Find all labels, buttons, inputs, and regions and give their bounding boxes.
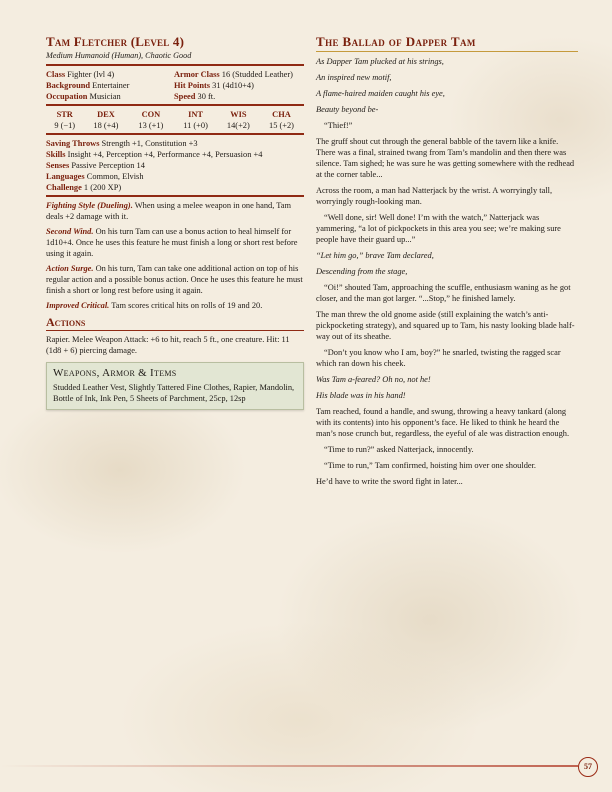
ability-value: 11 (+0) [183,121,208,130]
prose-paragraph: Tam reached, found a handle, and swung, throwing a heavy tankard (along with its contents) into his opponent’s face. He liked to think he heard the man’s nose crunch but, regardless, the eyeful of ale was distraction enough. [316,407,570,438]
divider [46,133,304,135]
verse-line: An inspired new motif, [316,73,392,82]
prose-paragraph: “Time to run?” asked Natterjack, innocently. [324,445,474,454]
prop-speed: Speed 30 ft. [174,92,216,101]
ability-value: 14(+2) [226,121,250,130]
actions-heading: Actions [46,315,304,331]
ability-value: 13 (+1) [138,121,164,130]
ability-value: 15 (+2) [269,121,294,130]
prose-paragraph: He’d have to write the sword fight in later... [316,477,463,486]
detail-skills: Skills Insight +4, Perception +4, Performance +4, Persuasion +4 [46,150,263,159]
prose-paragraph: The gruff shout cut through the general babble of the tavern like a knife. There was a final, strained twang from Tam’s mandolin and then there was silence. Tam sighed; he was sure he was getting somewhere with the redhead at the corner table... [316,137,575,179]
ability-value: 9 (−1) [54,121,76,130]
prose-paragraph: “Don’t you know who I am, boy?” he snarled, twisting the ragged scar which ran down his cheek. [316,348,561,368]
ability-header: DEX [97,110,115,119]
detail-challenge: Challenge 1 (200 XP) [46,183,122,192]
verse-line: His blade was in his hand! [316,391,406,400]
ability-header: INT [188,110,204,119]
ability-values [46,120,304,131]
verse-line: Beauty beyond be- [316,105,379,114]
ability-header: STR [56,110,73,119]
trait-second-wind: Second Wind. On his turn Tam can use a bonus action to heal himself for 1d10+4. Once he uses this feature he must finish a long or short rest before using it again. [46,227,298,258]
gear-list: Studded Leather Vest, Slightly Tattered Fine Clothes, Rapier, Mandolin, Bottle of Ink, Ink Pen, 5 Sheets of Parchment, 25cp, 12sp [53,383,295,403]
divider [46,104,304,106]
prose-paragraph: “Well done, sir! Well done! I’m with the watch,” Natterjack was yammering, “a lot of pickpockets in this area you see; we’re making sure people have their guard up...” [316,213,561,244]
trait-improved-critical: Improved Critical. Tam scores critical hits on rolls of 19 and 20. [46,301,263,310]
character-name: Tam Fletcher (Level 4) [46,34,185,49]
prop-background: Background Entertainer [46,81,130,90]
detail-saving-throws: Saving Throws Strength +1, Constitution +3 [46,139,198,148]
prose-paragraph: “Oi!” shouted Tam, approaching the scuffle, enthusiasm waning as he got closer, and the man got larger. “...Stop,” he finished lamely. [316,283,571,303]
page-number: 57 [578,757,598,777]
ability-header: CON [141,110,161,119]
core-properties [46,69,304,102]
ballad-body [316,56,578,487]
verse-line: A flame-haired maiden caught his eye, [316,89,445,98]
ability-header: WIS [230,110,247,119]
prop-armor-class: Armor Class 16 (Studded Leather) [174,70,293,79]
trait-action-surge: Action Surge. On his turn, Tam can take one additional action on top of his regular action and a possible bonus action. Once he uses this feature he must finish a short or long rest before using it again. [46,264,303,295]
prose-paragraph: Across the room, a man had Natterjack by the wrist. A worryingly tall, worryingly rough-looking man. [316,186,553,206]
divider [46,195,304,197]
ballad-heading: The Ballad of Dapper Tam [316,34,578,52]
verse-line: Was Tam a-feared? Oh no, not he! [316,375,431,384]
trait-fighting-style: Fighting Style (Dueling). When using a melee weapon in one hand, Tam deals +2 damage with it. [46,201,291,221]
ballad-section [316,34,578,492]
detail-languages: Languages Common, Elvish [46,172,144,181]
gear-box [46,362,304,410]
gear-heading: Weapons, Armor & Items [53,367,177,379]
prop-class: Class Fighter (lvl 4) [46,70,115,79]
ability-scores [46,109,304,131]
character-subtitle: Medium Humanoid (Human), Chaotic Good [46,51,192,60]
footer-line [0,765,578,767]
action-rapier: Rapier. Melee Weapon Attack: +6 to hit, reach 5 ft., one creature. Hit: 11 (1d8 + 6) piercing damage. [46,335,290,355]
ability-value: 18 (+4) [93,121,119,130]
ability-headers [46,109,304,120]
prose-paragraph: “Thief!” [324,121,353,130]
verse-line: As Dapper Tam plucked at his strings, [316,57,444,66]
prop-occupation: Occupation Musician [46,92,121,101]
right-properties [174,69,304,102]
left-properties [46,69,174,102]
verse-line: “Let him go,” brave Tam declared, [316,251,434,260]
ability-header: CHA [272,110,291,119]
stat-block [46,34,304,410]
prop-hit-points: Hit Points 31 (4d10+4) [174,81,254,90]
verse-line: Descending from the stage, [316,267,408,276]
divider [46,64,304,66]
prose-paragraph: “Time to run,” Tam confirmed, hoisting him over one shoulder. [324,461,537,470]
prose-paragraph: The man threw the old gnome aside (still explaining the watch’s anti-pickpocketing strategy), and squared up to Tam, his nasty looking blade half-way out of its sheathe. [316,310,575,341]
detail-senses: Senses Passive Perception 14 [46,161,145,170]
